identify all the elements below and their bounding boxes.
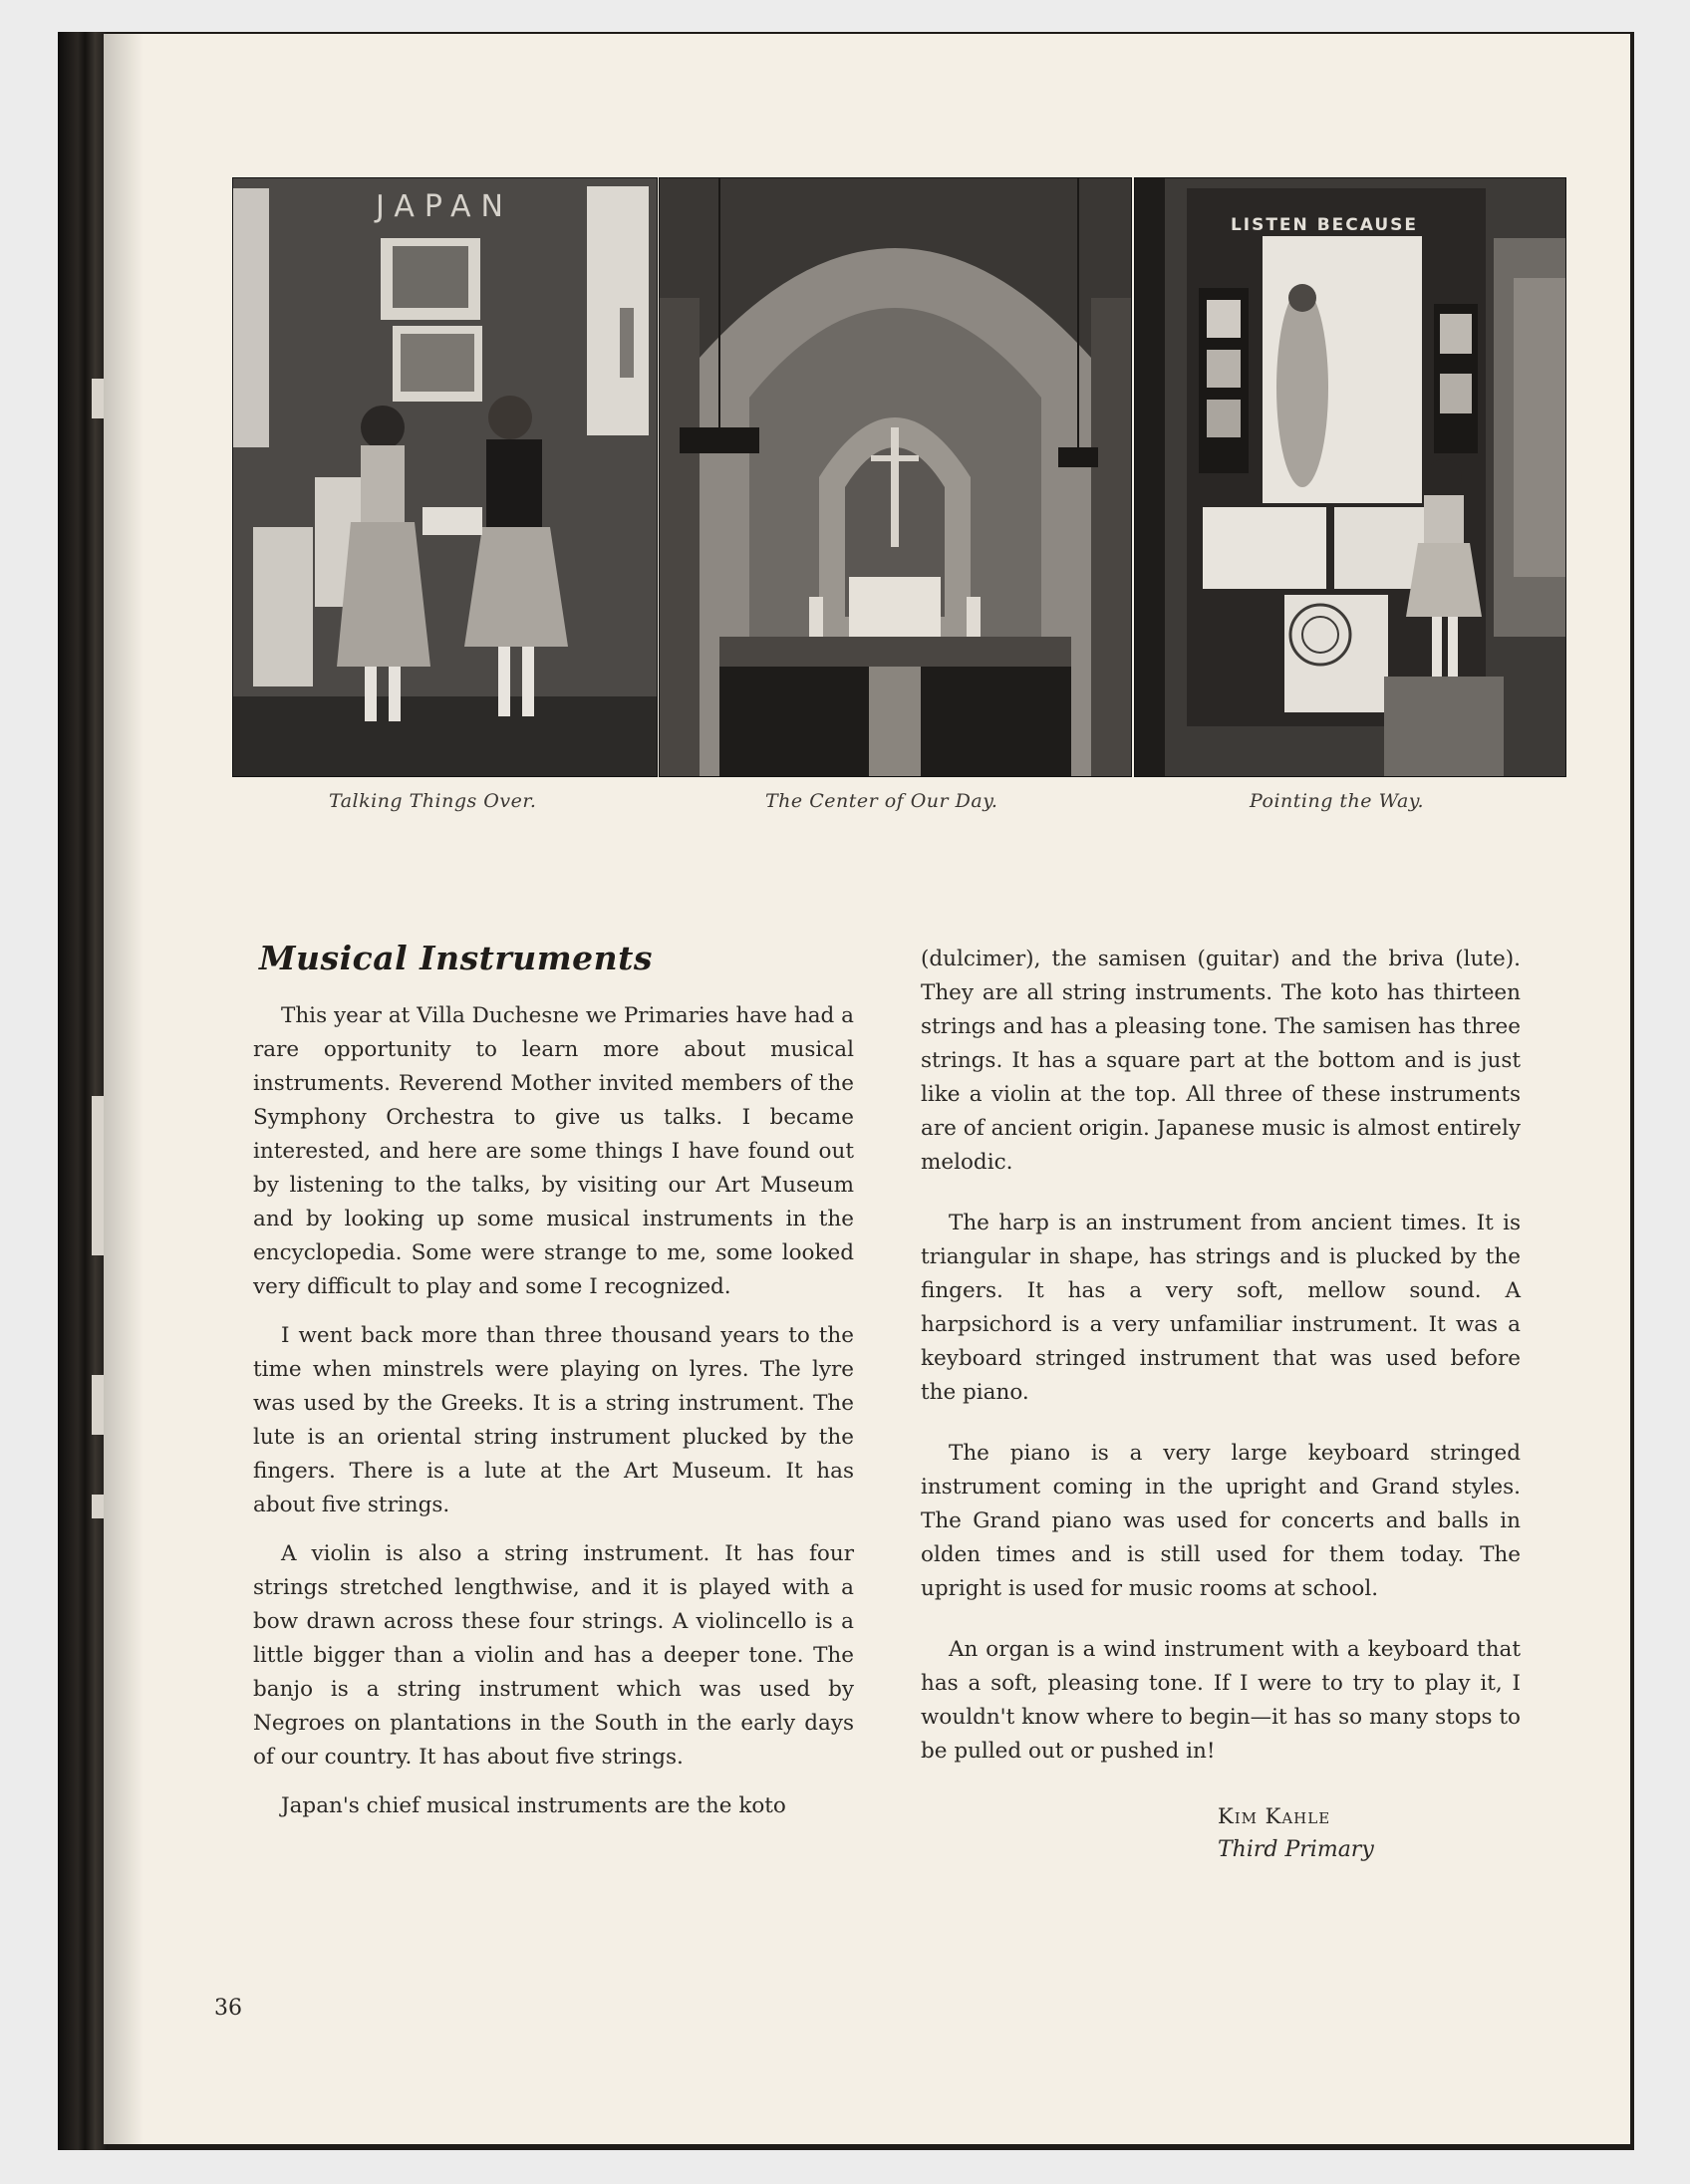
photo-caption-right: Pointing the Way. <box>1250 790 1425 812</box>
page-gutter-shadow <box>104 34 143 2144</box>
article-paragraph: The harp is an instrument from ancient times. It is triangular in shape, has strings and is plucked by the fingers. It has a very soft, mellow sound. A harpsichord is a very unfamiliar instrument. It was a keyboard stringed instrument that was used before the piano. <box>921 1211 1521 1405</box>
author-grade: Third Primary <box>1218 1837 1374 1862</box>
japan-sign-text: JAPAN <box>376 189 513 224</box>
photo-girl-bulletin-board-icon <box>1134 177 1566 777</box>
page-number: 36 <box>214 1996 242 2021</box>
spine-mark <box>92 1096 104 1255</box>
article-left-column <box>253 999 854 1823</box>
photo-chapel-altar-icon <box>659 177 1132 777</box>
article-paragraph: A violin is also a string instrument. It has four strings stretched lengthwise, and it is played with a bow drawn across these four strings. A violincello is a little bigger than a violin and has a deeper tone. The banjo is a string instrument which was used by Negroes on plantations in the South in the early days of our country. It has about five strings. <box>253 1541 854 1770</box>
listen-because-sign-text: LISTEN BECAUSE <box>1230 215 1419 235</box>
spine-mark <box>92 1375 104 1435</box>
article-paragraph: I went back more than three thousand years to the time when minstrels were playing on lyres. The lyre was used by the Greeks. It is a string instrument. The lute is an oriental string instrument plucked by the fingers. There is a lute at the Art Museum. It has about five strings. <box>253 1323 854 1517</box>
article-paragraph: Japan's chief musical instruments are the koto <box>281 1793 786 1818</box>
spine-mark <box>92 1495 104 1518</box>
photo-caption-middle: The Center of Our Day. <box>765 790 998 812</box>
photo-caption-left: Talking Things Over. <box>329 790 537 812</box>
article-paragraph: An organ is a wind instrument with a keyboard that has a soft, pleasing tone. If I were to try to play it, I wouldn't know where to begin—it has so many stops to be pulled out or pushed in! <box>921 1637 1521 1764</box>
spine-mark <box>92 379 104 418</box>
article-title: Musical Instruments <box>259 939 653 977</box>
author-name: Kim Kahle <box>1218 1804 1331 1828</box>
article-right-column <box>921 943 1521 1769</box>
article-paragraph: The piano is a very large keyboard stringed instrument coming in the upright and Grand styles. The Grand piano was used for concerts and balls in olden times and is still used for them today. The upright is used for music rooms at school. <box>921 1441 1521 1601</box>
author-signature <box>1218 1799 1374 1867</box>
article-paragraph: (dulcimer), the samisen (guitar) and the briva (lute). They are all string instruments. The koto has thirteen strings and has a pleasing tone. The samisen has three strings. It has a square part at the bottom and is just like a violin at the top. All three of these instruments are of ancient origin. Japanese music is almost entirely melodic. <box>921 947 1521 1175</box>
photo-two-girls-icon <box>232 177 658 777</box>
article-paragraph: This year at Villa Duchesne we Primaries have had a rare opportunity to learn more about musical instruments. Reverend Mother invited members of the Symphony Orchestra to give us talks. I became interested, and here are some things I have found out by listening to the talks, by visiting our Art Museum and by looking up some musical instruments in the encyclopedia. Some were strange to me, some looked very difficult to play and some I recognized. <box>253 1003 854 1299</box>
book-spine <box>58 32 108 2150</box>
